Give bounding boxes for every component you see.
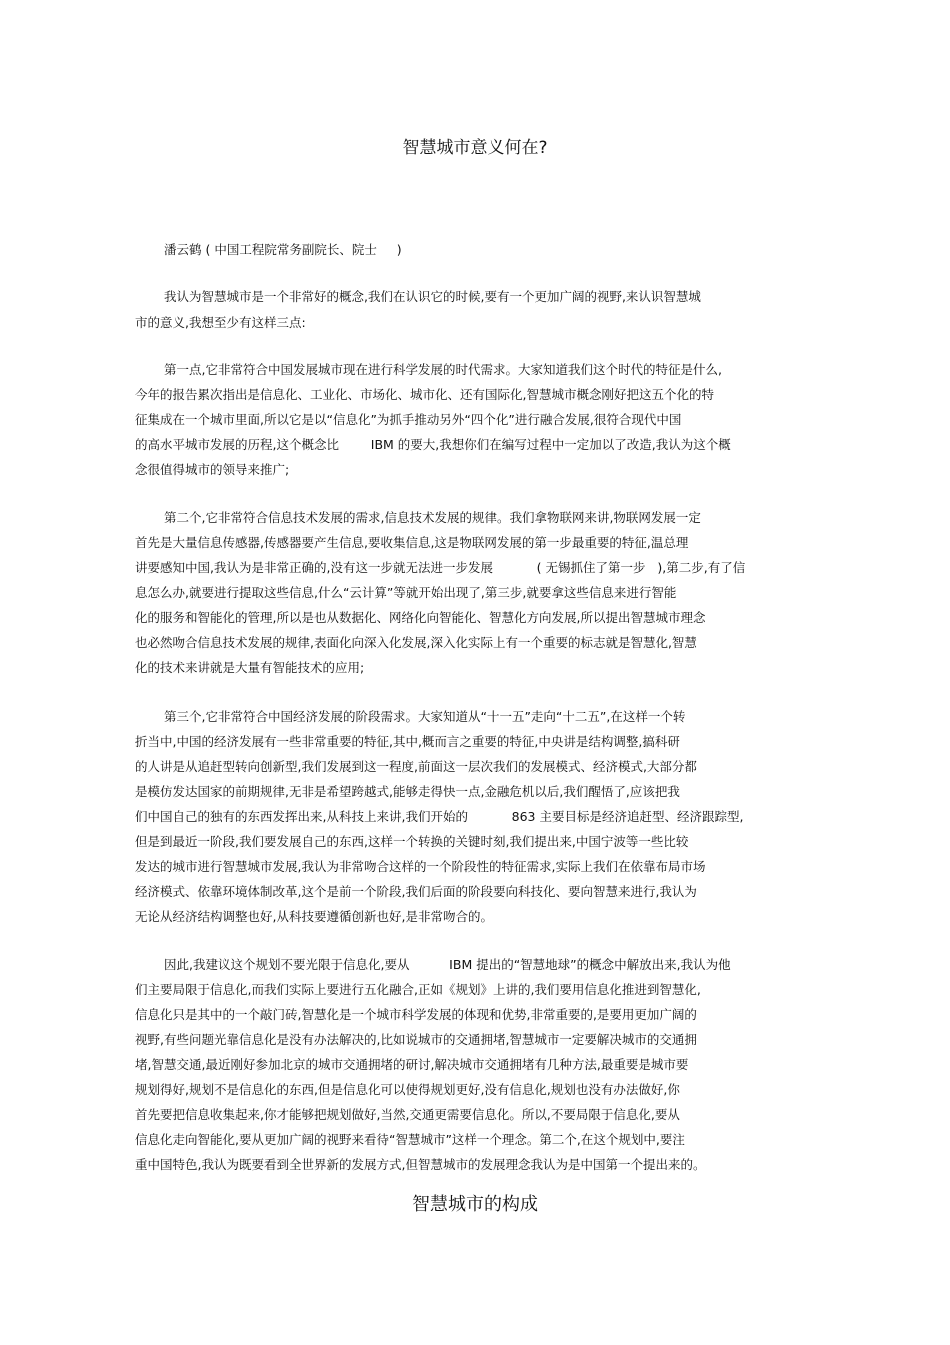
text-line: 第二个,它非常符合信息技术发展的需求,信息技术发展的规律。我们拿物联网来讲,物联网发展一定 [164,510,701,525]
text-line: 因此,我建议这个规划不要光限于信息化,要从 IBM 提出的“智慧地球”的概念中解放出来,我认为他 [164,957,731,972]
text-line: 今年的报告累次指出是信息化、工业化、市场化、城市化、还有国际化,智慧城市概念刚好把这五个化的特 [135,387,714,402]
text-line: 堵,智慧交通,最近刚好参加北京的城市交通拥堵的研讨,解决城市交通拥堵有几种方法,最重要是城市要 [135,1057,689,1072]
text-line: 折当中,中国的经济发展有一些非常重要的特征,其中,概而言之重要的特征,中央讲是结构调整,搞科研 [135,734,680,749]
text-line: 们中国自己的独有的东西发挥出来,从科技上来讲,我们开始的 863 主要目标是经济追赶型、经济跟踪型, [135,809,744,824]
text-line: 无论从经济结构调整也好,从科技要遵循创新也好,是非常吻合的。 [135,909,493,924]
text-line: 规划得好,规划不是信息化的东西,但是信息化可以使得规划更好,没有信息化,规划也没有办法做好,你 [135,1082,680,1097]
text-line: 市的意义,我想至少有这样三点: [135,315,306,330]
text-line: 征集成在一个城市里面,所以它是以“信息化”为抓手推动另外“四个化”进行融合发展,很符合现代中国 [135,412,682,427]
section-heading: 智慧城市的构成 [412,1194,538,1215]
text-line: 的高水平城市发展的历程,这个概念比 IBM 的要大,我想你们在编写过程中一定加以了改造,我认为这个概 [135,437,731,452]
text-line: 信息化只是其中的一个敲门砖,智慧化是一个城市科学发展的体现和优势,非常重要的,是要用更加广阔的 [135,1007,697,1022]
text-line: 的人讲是从追赶型转向创新型,我们发展到这一程度,前面这一层次我们的发展模式、经济模式,大部分都 [135,759,697,774]
text-line: 我认为智慧城市是一个非常好的概念,我们在认识它的时候,要有一个更加广阔的视野,来认识智慧城 [164,289,701,304]
text-line: 也必然吻合信息技术发展的规律,表面化向深入化发展,深入化实际上有一个重要的标志就是智慧化,智慧 [135,635,697,650]
document-title: 智慧城市意义何在? [402,138,548,158]
text-line: 发达的城市进行智慧城市发展,我认为非常吻合这样的一个阶段性的特征需求,实际上我们在依靠布局市场 [135,859,706,874]
text-line: 视野,有些问题光靠信息化是没有办法解决的,比如说城市的交通拥堵,智慧城市一定要解决城市的交通拥 [135,1032,697,1047]
text-line: 首先要把信息收集起来,你才能够把规划做好,当然,交通更需要信息化。所以,不要局限于信息化,要从 [135,1107,680,1122]
text-line: 但是到最近一阶段,我们要发展自己的东西,这样一个转换的关键时刻,我们提出来,中国宁波等一些比较 [135,834,689,849]
text-line: 化的服务和智能化的管理,所以是也从数据化、网络化向智能化、智慧化方向发展,所以提出智慧城市理念 [135,610,706,625]
text-line: 息怎么办,就要进行提取这些信息,什么“云计算”等就开始出现了,第三步,就要拿这些信息来进行智能 [135,585,677,600]
author-line: 潘云鹤 ( 中国工程院常务副院长、院士 ) [164,242,402,257]
text-line: 信息化走向智能化,要从更加广阔的视野来看待“智慧城市”这样一个理念。第二个,在这个规划中,要注 [135,1132,685,1147]
text-line: 第三个,它非常符合中国经济发展的阶段需求。大家知道从“十一五”走向“十二五”,在这样一个转 [164,709,686,724]
text-line: 首先是大量信息传感器,传感器要产生信息,要收集信息,这是物联网发展的第一步最重要的特征,温总理 [135,535,689,550]
text-line: 经济模式、依靠环境体制改革,这个是前一个阶段,我们后面的阶段要向科技化、要向智慧来进行,我认为 [135,884,697,899]
text-line: 第一点,它非常符合中国发展城市现在进行科学发展的时代需求。大家知道我们这个时代的特征是什么, [164,362,722,377]
text-line: 是模仿发达国家的前期规律,无非是希望跨越式,能够走得快一点,金融危机以后,我们醒悟了,应该把我 [135,784,680,799]
text-line: 们主要局限于信息化,而我们实际上要进行五化融合,正如《规划》上讲的,我们要用信息化推进到智慧化, [135,982,701,997]
text-line: 重中国特色,我认为既要看到全世界新的发展方式,但智慧城市的发展理念我认为是中国第一个提出来的。 [135,1157,706,1172]
text-line: 念很值得城市的领导来推广; [135,462,290,477]
text-line: 讲要感知中国,我认为是非常正确的,没有这一步就无法进一步发展 ( 无锡抓住了第一步 ),第二步,有了信 [135,560,746,575]
text-line: 化的技术来讲就是大量有智能技术的应用; [135,660,365,675]
